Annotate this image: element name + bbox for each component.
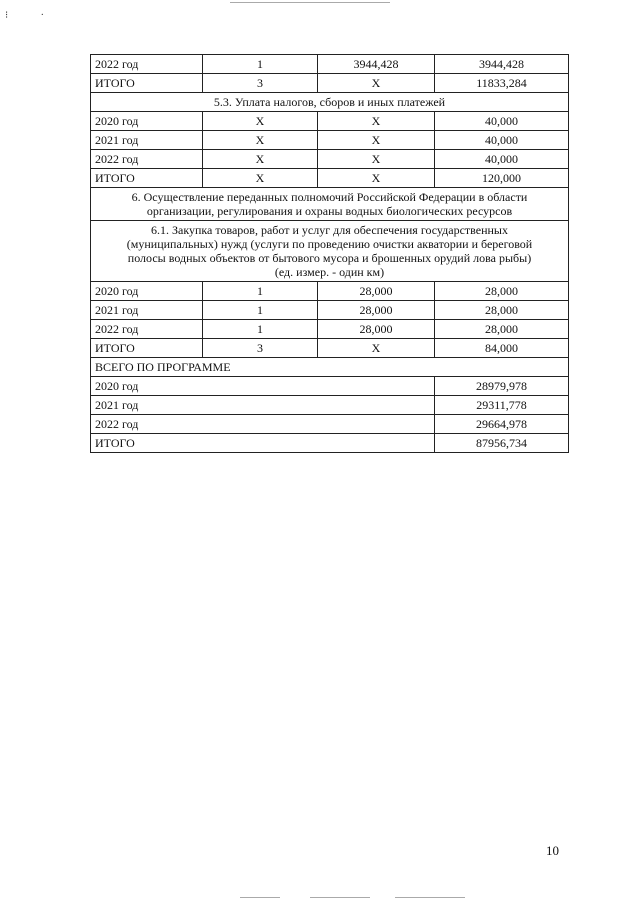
row-label: 2022 год xyxy=(91,150,203,169)
scan-artifact-top xyxy=(230,2,390,3)
scan-mark: ⁝ · xyxy=(5,10,45,21)
quantity-cell: Х xyxy=(203,131,318,150)
unit-price-cell: Х xyxy=(318,131,435,150)
amount-cell: 40,000 xyxy=(435,150,569,169)
amount-cell: 28979,978 xyxy=(435,377,569,396)
amount-cell: 11833,284 xyxy=(435,74,569,93)
amount-cell: 29664,978 xyxy=(435,415,569,434)
quantity-cell: 1 xyxy=(203,55,318,74)
row-label: 2022 год xyxy=(91,320,203,339)
scan-artifact-bottom-3 xyxy=(395,897,465,898)
budget-table xyxy=(90,54,569,453)
unit-price-cell: 3944,428 xyxy=(318,55,435,74)
unit-price-cell: Х xyxy=(318,169,435,188)
table-row xyxy=(91,301,569,320)
table-row xyxy=(91,131,569,150)
amount-cell: 28,000 xyxy=(435,301,569,320)
unit-price-cell: Х xyxy=(318,74,435,93)
row-label: ИТОГО xyxy=(91,74,203,93)
table-row xyxy=(91,320,569,339)
table-row xyxy=(91,396,569,415)
table-row xyxy=(91,282,569,301)
row-label: 2020 год xyxy=(91,377,435,396)
amount-cell: 40,000 xyxy=(435,131,569,150)
row-label: 2020 год xyxy=(91,112,203,131)
amount-cell: 40,000 xyxy=(435,112,569,131)
quantity-cell: Х xyxy=(203,169,318,188)
quantity-cell: Х xyxy=(203,150,318,169)
table-row xyxy=(91,415,569,434)
quantity-cell: 3 xyxy=(203,339,318,358)
row-label: ИТОГО xyxy=(91,169,203,188)
unit-price-cell: Х xyxy=(318,150,435,169)
unit-price-cell: 28,000 xyxy=(318,282,435,301)
row-label: 2021 год xyxy=(91,396,435,415)
row-label: 2022 год xyxy=(91,55,203,74)
scan-artifact-bottom-2 xyxy=(310,897,370,898)
table-row xyxy=(91,358,569,377)
section-header-line: (ед. измер. - один км) xyxy=(274,265,385,279)
section-header xyxy=(91,221,569,282)
table-row xyxy=(91,434,569,453)
quantity-cell: 3 xyxy=(203,74,318,93)
section-header-line: 6. Осуществление переданных полномочий Российской Федерации в области xyxy=(131,190,528,204)
amount-cell: 3944,428 xyxy=(435,55,569,74)
row-label: ИТОГО xyxy=(91,434,435,453)
amount-cell: 84,000 xyxy=(435,339,569,358)
program-total-heading: ВСЕГО ПО ПРОГРАММЕ xyxy=(91,358,569,377)
quantity-cell: 1 xyxy=(203,320,318,339)
table-row xyxy=(91,169,569,188)
table-row xyxy=(91,55,569,74)
amount-cell: 28,000 xyxy=(435,282,569,301)
section-header xyxy=(91,188,569,221)
section-header-line: (муниципальных) нужд (услуги по проведению очистки акватории и береговой xyxy=(126,237,533,251)
quantity-cell: Х xyxy=(203,112,318,131)
table-row xyxy=(91,188,569,221)
unit-price-cell: 28,000 xyxy=(318,301,435,320)
row-label: 2022 год xyxy=(91,415,435,434)
budget-table-body xyxy=(91,55,569,453)
section-header-line: полосы водных объектов от бытового мусора и брошенных орудий лова рыбы) xyxy=(127,251,532,265)
scan-artifact-bottom-1 xyxy=(240,897,280,898)
section-header: 5.3. Уплата налогов, сборов и иных платежей xyxy=(91,93,569,112)
table-row xyxy=(91,74,569,93)
table-row xyxy=(91,221,569,282)
quantity-cell: 1 xyxy=(203,282,318,301)
section-header-line: организации, регулирования и охраны водных биологических ресурсов xyxy=(146,204,513,218)
section-header-line: 6.1. Закупка товаров, работ и услуг для обеспечения государственных xyxy=(150,223,508,237)
row-label: 2020 год xyxy=(91,282,203,301)
quantity-cell: 1 xyxy=(203,301,318,320)
unit-price-cell: Х xyxy=(318,339,435,358)
row-label: 2021 год xyxy=(91,131,203,150)
amount-cell: 28,000 xyxy=(435,320,569,339)
table-row xyxy=(91,339,569,358)
unit-price-cell: Х xyxy=(318,112,435,131)
row-label: ИТОГО xyxy=(91,339,203,358)
table-row xyxy=(91,150,569,169)
amount-cell: 29311,778 xyxy=(435,396,569,415)
row-label: 2021 год xyxy=(91,301,203,320)
unit-price-cell: 28,000 xyxy=(318,320,435,339)
page-number: 10 xyxy=(546,843,559,858)
table-row xyxy=(91,112,569,131)
table-row xyxy=(91,93,569,112)
amount-cell: 120,000 xyxy=(435,169,569,188)
amount-cell: 87956,734 xyxy=(435,434,569,453)
table-row xyxy=(91,377,569,396)
